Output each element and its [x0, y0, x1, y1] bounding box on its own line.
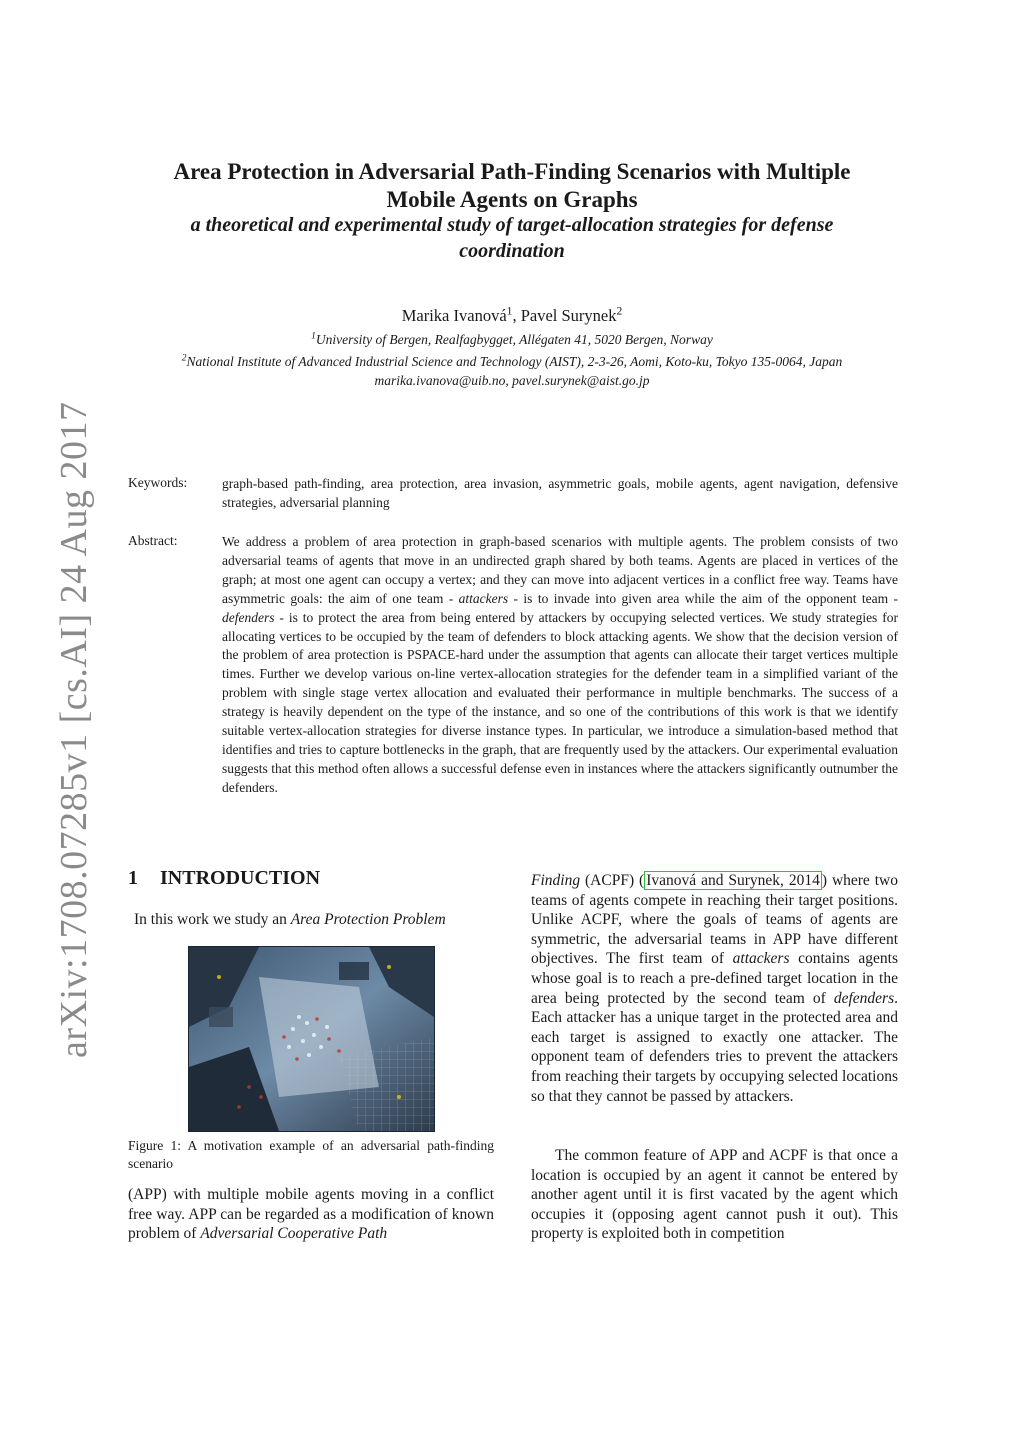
author-name: Marika Ivanová [401, 306, 507, 325]
paragraph-text: (APP) with multiple mobile agents moving in a conflict free way. APP can be regarded as a modification of known problem of [128, 1186, 494, 1243]
paragraph-text: In this work we study an [134, 911, 291, 928]
left-column-paragraph-2 [128, 1185, 494, 1244]
affiliation-mark: 2 [181, 353, 187, 364]
paragraph-emphasis: Finding [531, 872, 581, 889]
paper-subtitle: a theoretical and experimental study of target-allocation strategies for defense coordination [190, 214, 834, 262]
figure-1-caption: Figure 1: A motivation example of an adversarial path-finding scenario [128, 1138, 494, 1171]
author-emails: marika.ivanova@uib.no, pavel.surynek@aist.go.jp [374, 373, 650, 388]
abstract-emphasis: defenders [222, 609, 275, 625]
game-scene-illustration [189, 947, 434, 1131]
author-affiliation-mark: 2 [616, 305, 623, 318]
author-list [0, 306, 1024, 326]
affiliation-text: University of Bergen, Realfagbygget, Allégaten 41, 5020 Bergen, Norway [315, 332, 713, 347]
paragraph-emphasis: defenders [833, 989, 895, 1007]
paragraph-emphasis: attackers [732, 950, 790, 968]
right-column-paragraph-1 [531, 871, 898, 1106]
paragraph-text: . Each attacker has a unique target in the protected area and each target is assigned to exactly one attacker. The opponent team of defenders tries to prevent the attackers from reaching their targets by occupying selected locations so that they cannot be passed by attackers. [531, 989, 898, 1105]
right-column-paragraph-2: The common feature of APP and ACPF is that once a location is occupied by an agent it cannot be entered by another agent until it is first vacated by the agent which occupies it (opposing agent cannot push it out). This property is exploited both in competition [531, 1147, 898, 1243]
affiliation-text: National Institute of Advanced Industrial Science and Technology (AIST), 2-3-26, Aomi, Koto-ku, Tokyo 135-0064, Japan [186, 354, 843, 369]
abstract-text-part: - is to protect the area from being entered by attackers by occupying selected vertices. We study strategies for allocating vertices to be occupied by the team of defenders to block attacking agents. We show that the decision version of the problem of area protection is PSPACE-hard under the assumption that agents can allocate their target vertices multiple times. Further we develop various on-line vertex-allocation strategies for the defender team in a simplified variant of the problem with single stage vertex allocation and evaluated their performance in multiple benchmarks. The success of a strategy is heavily dependent on the type of the instance, and so one of the contributions of this work is that we identify suitable vertex-allocation strategies for diverse instance types. In particular, we introduce a simulation-based method that identifies and tries to capture bottlenecks in the graph, that are frequently used by the attackers. Our experimental evaluation suggests that this method often allows a successful defense even in instances where the attackers significantly outnumber the defenders. [222, 609, 898, 795]
abstract-text [222, 533, 898, 798]
paper-title [0, 158, 1024, 214]
paragraph-emphasis: Adversarial Cooperative Path [200, 1225, 388, 1243]
abstract-emphasis: attackers [458, 590, 509, 606]
arxiv-identifier-stamp: arXiv:1708.07285v1 [cs.AI] 24 Aug 2017 [53, 401, 95, 1058]
affiliation-2 [0, 354, 1024, 370]
section-heading-introduction [128, 867, 320, 890]
keywords-text: graph-based path-finding, area protection, area invasion, asymmetric goals, mobile agents, agent navigation, defensive strategies, adversarial planning [222, 476, 898, 510]
author-separator: , [512, 306, 521, 325]
paper-title-line-1: Area Protection in Adversarial Path-Finding Scenarios with Multiple [173, 159, 851, 184]
paragraph-text: contains agents whose goal is to reach a pre-defined target location in the area being protected by the second team of [531, 950, 898, 1007]
section-title: INTRODUCTION [160, 867, 321, 889]
paragraph-text: ) where two teams of agents compete in reaching their target positions. Unlike ACPF, where the goals of teams of agents are symmetric, the adversarial teams in APP have different objectives. The first team of [531, 872, 898, 968]
affiliation-mark: 1 [311, 331, 316, 342]
author-name: Pavel Surynek [520, 306, 617, 325]
left-column-paragraph-1 [128, 910, 494, 930]
section-number: 1 [128, 867, 138, 889]
paper-title-line-2: Mobile Agents on Graphs [386, 187, 638, 212]
abstract-text-part: - is to invade into given area while the aim of the opponent team - [508, 590, 898, 606]
figure-1-image [188, 946, 435, 1132]
paragraph-text: (ACPF) ( [580, 872, 645, 889]
affiliation-1 [0, 332, 1024, 348]
keywords-label: Keywords: [128, 475, 188, 490]
citation-link[interactable]: Ivanová and Surynek, 2014 [646, 872, 820, 889]
paragraph-emphasis: Area Protection Problem [290, 911, 446, 928]
author-affiliation-mark: 1 [506, 305, 513, 318]
abstract-label: Abstract: [128, 533, 178, 548]
abstract-text-part: We address a problem of area protection in graph-based scenarios with multiple agents. The problem consists of two adversarial teams of agents that move in an undirected graph shared by both teams. Agents are placed in vertices of the graph; at most one agent can occupy a vertex; and they can move into adjacent vertices in a conflict free way. Teams have asymmetric goals: the aim of one team - [222, 534, 898, 606]
